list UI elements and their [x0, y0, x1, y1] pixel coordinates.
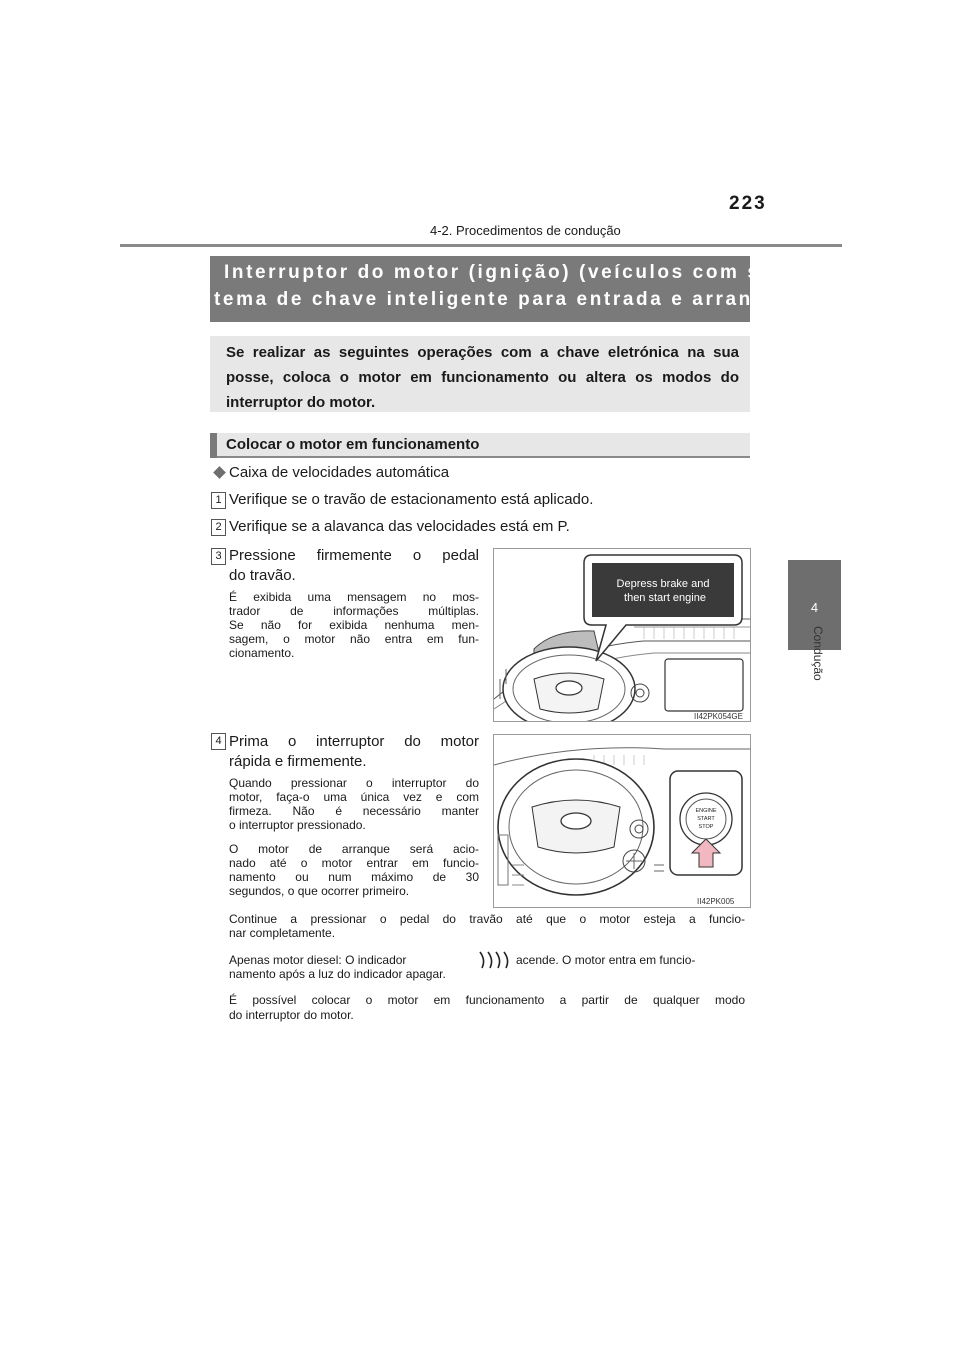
note-line: trador de informações múltiplas.: [229, 604, 479, 618]
footer-note-1-line1: Continue a pressionar o pedal do travão até que o motor esteja a funcio-: [229, 912, 745, 926]
footer-note-2-part-a: Apenas motor diesel: O indicador: [229, 953, 407, 967]
figure-code: II42PK005: [697, 897, 735, 906]
diamond-bullet-icon: [213, 466, 226, 479]
header-rule: [120, 244, 842, 247]
step-2-text: Verifique se a alavanca das velocidades está em P.: [229, 518, 570, 535]
footer-note-1-line2: nar completamente.: [229, 926, 336, 940]
step-1-number: 1: [211, 492, 226, 509]
note-line: Se não for exibida nenhuma men-: [229, 618, 479, 632]
note-line: nado até o motor entrar em funcio-: [229, 856, 479, 870]
step-3-number: 3: [211, 548, 226, 565]
step-3-text-line2: do travão.: [229, 567, 296, 584]
page-number: 223: [729, 193, 767, 214]
intro-box: [210, 336, 750, 412]
note-line: cionamento.: [229, 646, 295, 660]
note-line: firmeza. Não é necessário manter: [229, 804, 479, 818]
switch-label-stop: STOP: [698, 824, 714, 830]
figure-engine-switch: [493, 734, 751, 908]
chapter-number: 4: [810, 600, 819, 615]
step-1-text: Verifique se o travão de estacionamento está aplicado.: [229, 491, 594, 508]
step-3-text-line1: Pressione firmemente o pedal: [229, 547, 479, 564]
figure-brake-message: [493, 548, 751, 722]
footer-note-3-line1: É possível colocar o motor em funcionamento a partir de qualquer modo: [229, 993, 745, 1007]
intro-text: Se realizar as seguintes operações com a chave eletrónica na sua posse, coloca o motor em funcionamento ou altera os modos do interruptor do motor.: [226, 344, 739, 411]
dashboard-illustration: [494, 549, 750, 721]
chapter-label-wrap: [775, 618, 855, 718]
step-4-note1: [229, 776, 479, 832]
step-2-number: 2: [211, 519, 226, 536]
note-line: namento ou num máximo de 30: [229, 870, 479, 884]
chapter-label: Condução: [811, 626, 825, 681]
step-4-note2: [229, 842, 479, 898]
switch-label-start: START: [697, 816, 715, 822]
footer-note-3-line2: do interruptor do motor.: [229, 1008, 354, 1022]
bubble-line1: Depress brake and: [616, 578, 710, 590]
step-3-note: [229, 590, 479, 660]
page-title-line2: tema de chave inteligente para entrada e arranque): [214, 289, 804, 310]
page-title: [210, 256, 804, 322]
steering-illustration: [494, 735, 750, 907]
footer-note-2-part-b: acende. O motor entra em funcio-: [516, 953, 696, 967]
note-line: Quando pressionar o interruptor do: [229, 776, 479, 790]
note-line: sagem, o motor não entra em fun-: [229, 632, 479, 646]
switch-label-engine: ENGINE: [695, 808, 717, 814]
page-title-line1: Interruptor do motor (ignição) (veículos com sis-: [224, 262, 791, 283]
step-4-number: 4: [211, 733, 226, 750]
note-line: O motor de arranque será acio-: [229, 842, 479, 856]
subsection-heading: [210, 433, 750, 458]
footer-note-2-line2: namento após a luz do indicador apagar.: [229, 967, 446, 981]
section-title: 4-2. Procedimentos de condução: [430, 223, 621, 238]
subsection-label: Caixa de velocidades automática: [229, 464, 450, 481]
note-line: o interruptor pressionado.: [229, 818, 366, 832]
step-4-text-line1: Prima o interruptor do motor: [229, 733, 479, 750]
glow-plug-indicator-icon: [476, 950, 510, 970]
heading-bar: [210, 433, 217, 458]
note-line: motor, faça-o uma única vez e com: [229, 790, 479, 804]
note-line: segundos, o que ocorrer primeiro.: [229, 884, 410, 898]
bubble-line2: then start engine: [624, 592, 706, 604]
note-line: É exibida uma mensagem no mos-: [229, 590, 479, 604]
step-4-text-line2: rápida e firmemente.: [229, 753, 367, 770]
figure-code: II42PK054GE: [694, 712, 743, 721]
subsection-heading-text: Colocar o motor em funcionamento: [226, 436, 480, 453]
